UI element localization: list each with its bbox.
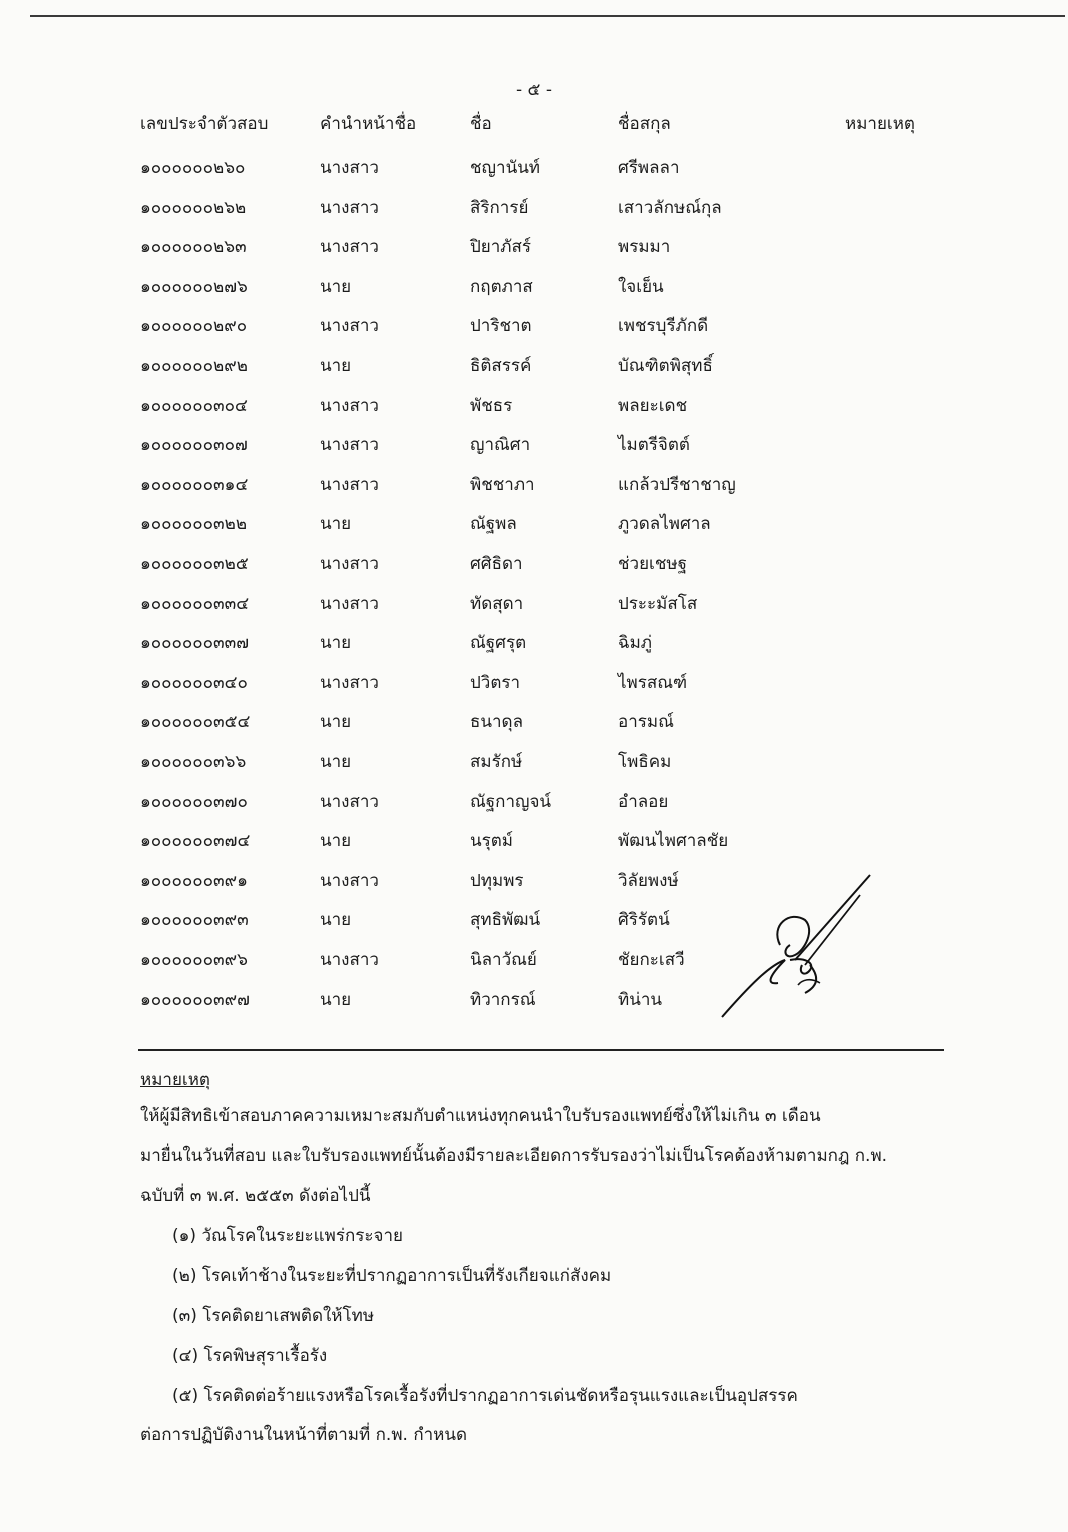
- cell-title: นางสาว: [320, 871, 379, 891]
- cell-exam-id: ๑๐๐๐๐๐๐๓๑๔: [140, 475, 249, 495]
- top-border-line: [30, 15, 1065, 17]
- cell-exam-id: ๑๐๐๐๐๐๐๓๖๖: [140, 752, 247, 772]
- cell-exam-id: ๑๐๐๐๐๐๐๓๙๑: [140, 871, 248, 891]
- cell-exam-id: ๑๐๐๐๐๐๐๓๒๒: [140, 514, 248, 534]
- header-title: คำนำหน้าชื่อ: [320, 114, 417, 134]
- cell-first-name: ณัฐกาญจน์: [470, 792, 552, 812]
- cell-first-name: ปทุมพร: [470, 871, 524, 891]
- cell-exam-id: ๑๐๐๐๐๐๐๓๕๔: [140, 712, 251, 732]
- cell-last-name: อารมณ์: [618, 712, 674, 732]
- cell-last-name: ฉิมภู่: [618, 633, 652, 653]
- header-exam-id: เลขประจำตัวสอบ: [140, 114, 269, 134]
- cell-first-name: ณัฐศรุต: [470, 633, 527, 653]
- cell-last-name: ภูวดลไพศาล: [618, 514, 711, 534]
- cell-exam-id: ๑๐๐๐๐๐๐๒๖๓: [140, 237, 247, 257]
- cell-first-name: สิริการย์: [470, 198, 529, 218]
- cell-exam-id: ๑๐๐๐๐๐๐๓๗๐: [140, 792, 248, 812]
- cell-exam-id: ๑๐๐๐๐๐๐๒๙๐: [140, 316, 248, 336]
- cell-title: นางสาว: [320, 316, 379, 336]
- cell-title: นาย: [320, 633, 352, 653]
- cell-exam-id: ๑๐๐๐๐๐๐๓๓๗: [140, 633, 250, 653]
- cell-title: นางสาว: [320, 792, 379, 812]
- cell-first-name: ญาณิศา: [470, 435, 531, 455]
- note-item-1: (๑) วัณโรคในระยะแพร่กระจาย: [172, 1226, 404, 1246]
- cell-title: นางสาว: [320, 435, 379, 455]
- note-line-1: ให้ผู้มีสิทธิเข้าสอบภาคความเหมาะสมกับตำแหน่งทุกคนนำใบรับรองแพทย์ซึ่งให้ไม่เกิน ๓ เดือน: [140, 1106, 821, 1126]
- cell-last-name: ประะมัสโส: [618, 594, 698, 614]
- note-line-2: มายื่นในวันที่สอบ และใบรับรองแพทย์นั้นต้องมีรายละเอียดการรับรองว่าไม่เป็นโรคต้องห้ามตามกฎ ก.พ.: [140, 1146, 888, 1166]
- cell-title: นางสาว: [320, 554, 379, 574]
- header-remark: หมายเหตุ: [845, 114, 915, 134]
- cell-last-name: เสาวลักษณ์กุล: [618, 198, 722, 218]
- cell-last-name: แกล้วปรีชาชาญ: [618, 475, 736, 495]
- cell-last-name: โพธิคม: [618, 752, 672, 772]
- note-item-5: (๕) โรคติดต่อร้ายแรงหรือโรคเรื้อรังที่ปรากฏอาการเด่นชัดหรือรุนแรงและเป็นอุปสรรค: [172, 1386, 798, 1406]
- cell-first-name: สุทธิพัฒน์: [470, 910, 541, 930]
- cell-exam-id: ๑๐๐๐๐๐๐๓๙๖: [140, 950, 248, 970]
- note-title: หมายเหตุ: [140, 1070, 210, 1090]
- cell-first-name: กฤตภาส: [470, 277, 533, 297]
- cell-first-name: สมรักษ์: [470, 752, 523, 772]
- cell-first-name: พัชธร: [470, 396, 513, 416]
- note-line-last: ต่อการปฏิบัติงานในหน้าที่ตามที่ ก.พ. กำหนด: [140, 1425, 468, 1445]
- note-line-3: ฉบับที่ ๓ พ.ศ. ๒๕๕๓ ดังต่อไปนี้: [140, 1186, 371, 1206]
- header-first-name: ชื่อ: [470, 114, 492, 134]
- cell-first-name: ปาริชาต: [470, 316, 532, 336]
- cell-title: นาย: [320, 910, 352, 930]
- cell-title: นางสาว: [320, 594, 379, 614]
- cell-last-name: อำลอย: [618, 792, 669, 812]
- cell-first-name: ศศิธิดา: [470, 554, 523, 574]
- note-item-2: (๒) โรคเท้าช้างในระยะที่ปรากฏอาการเป็นที่รังเกียจแก่สังคม: [172, 1266, 612, 1286]
- cell-last-name: พรมมา: [618, 237, 671, 257]
- cell-exam-id: ๑๐๐๐๐๐๐๓๒๕: [140, 554, 249, 574]
- cell-exam-id: ๑๐๐๐๐๐๐๓๐๔: [140, 396, 248, 416]
- cell-exam-id: ๑๐๐๐๐๐๐๓๓๔: [140, 594, 250, 614]
- cell-exam-id: ๑๐๐๐๐๐๐๓๗๔: [140, 831, 251, 851]
- cell-last-name: เพชรบุรีภักดี: [618, 316, 709, 336]
- cell-exam-id: ๑๐๐๐๐๐๐๓๙๗: [140, 990, 250, 1010]
- cell-title: นางสาว: [320, 198, 379, 218]
- cell-first-name: พิชชาภา: [470, 475, 535, 495]
- cell-title: นาย: [320, 356, 352, 376]
- cell-title: นางสาว: [320, 673, 379, 693]
- cell-first-name: ปิยาภัสร์: [470, 237, 532, 257]
- cell-title: นาย: [320, 277, 352, 297]
- cell-exam-id: ๑๐๐๐๐๐๐๓๙๓: [140, 910, 249, 930]
- note-item-4: (๔) โรคพิษสุราเรื้อรัง: [172, 1346, 328, 1366]
- cell-first-name: ธนาดุล: [470, 712, 524, 732]
- cell-first-name: ชญานันท์: [470, 158, 541, 178]
- cell-last-name: บัณฑิตพิสุทธิ์: [618, 356, 713, 376]
- cell-last-name: ใจเย็น: [618, 277, 664, 297]
- cell-title: นาย: [320, 514, 352, 534]
- note-item-3: (๓) โรคติดยาเสพติดให้โทษ: [172, 1306, 375, 1326]
- cell-last-name: ศรีพลลา: [618, 158, 680, 178]
- cell-first-name: ทิวากรณ์: [470, 990, 536, 1010]
- cell-title: นาย: [320, 752, 352, 772]
- cell-exam-id: ๑๐๐๐๐๐๐๓๐๗: [140, 435, 248, 455]
- cell-exam-id: ๑๐๐๐๐๐๐๓๔๐: [140, 673, 248, 693]
- cell-first-name: ปวิตรา: [470, 673, 521, 693]
- cell-exam-id: ๑๐๐๐๐๐๐๒๖๐: [140, 158, 246, 178]
- cell-last-name: ทิน่าน: [618, 990, 662, 1010]
- cell-title: นาย: [320, 712, 352, 732]
- page-number: - ๕ -: [516, 80, 552, 100]
- header-last-name: ชื่อสกุล: [618, 114, 671, 134]
- section-divider: [138, 1049, 944, 1051]
- cell-first-name: ธิติสรรค์: [470, 356, 532, 376]
- cell-title: นางสาว: [320, 396, 379, 416]
- cell-first-name: นรุตม์: [470, 831, 513, 851]
- cell-first-name: ณัฐพล: [470, 514, 517, 534]
- cell-title: นาย: [320, 990, 352, 1010]
- cell-last-name: วิลัยพงษ์: [618, 871, 679, 891]
- cell-first-name: นิลาวัณย์: [470, 950, 537, 970]
- cell-last-name: ชัยกะเสวี: [618, 950, 685, 970]
- signature: [710, 865, 880, 1029]
- cell-last-name: พลยะเดช: [618, 396, 688, 416]
- cell-last-name: ไมตรีจิตต์: [618, 435, 690, 455]
- cell-last-name: ช่วยเชษฐ: [618, 554, 687, 574]
- cell-title: นางสาว: [320, 950, 379, 970]
- cell-exam-id: ๑๐๐๐๐๐๐๒๙๒: [140, 356, 248, 376]
- cell-title: นาย: [320, 831, 352, 851]
- cell-title: นางสาว: [320, 237, 379, 257]
- cell-first-name: ทัดสุดา: [470, 594, 524, 614]
- cell-last-name: พัฒนไพศาลชัย: [618, 831, 729, 851]
- cell-last-name: ไพรสณฑ์: [618, 673, 688, 693]
- cell-title: นางสาว: [320, 475, 379, 495]
- cell-exam-id: ๑๐๐๐๐๐๐๒๗๖: [140, 277, 248, 297]
- cell-last-name: ศิริรัตน์: [618, 910, 670, 930]
- cell-exam-id: ๑๐๐๐๐๐๐๒๖๒: [140, 198, 247, 218]
- cell-title: นางสาว: [320, 158, 379, 178]
